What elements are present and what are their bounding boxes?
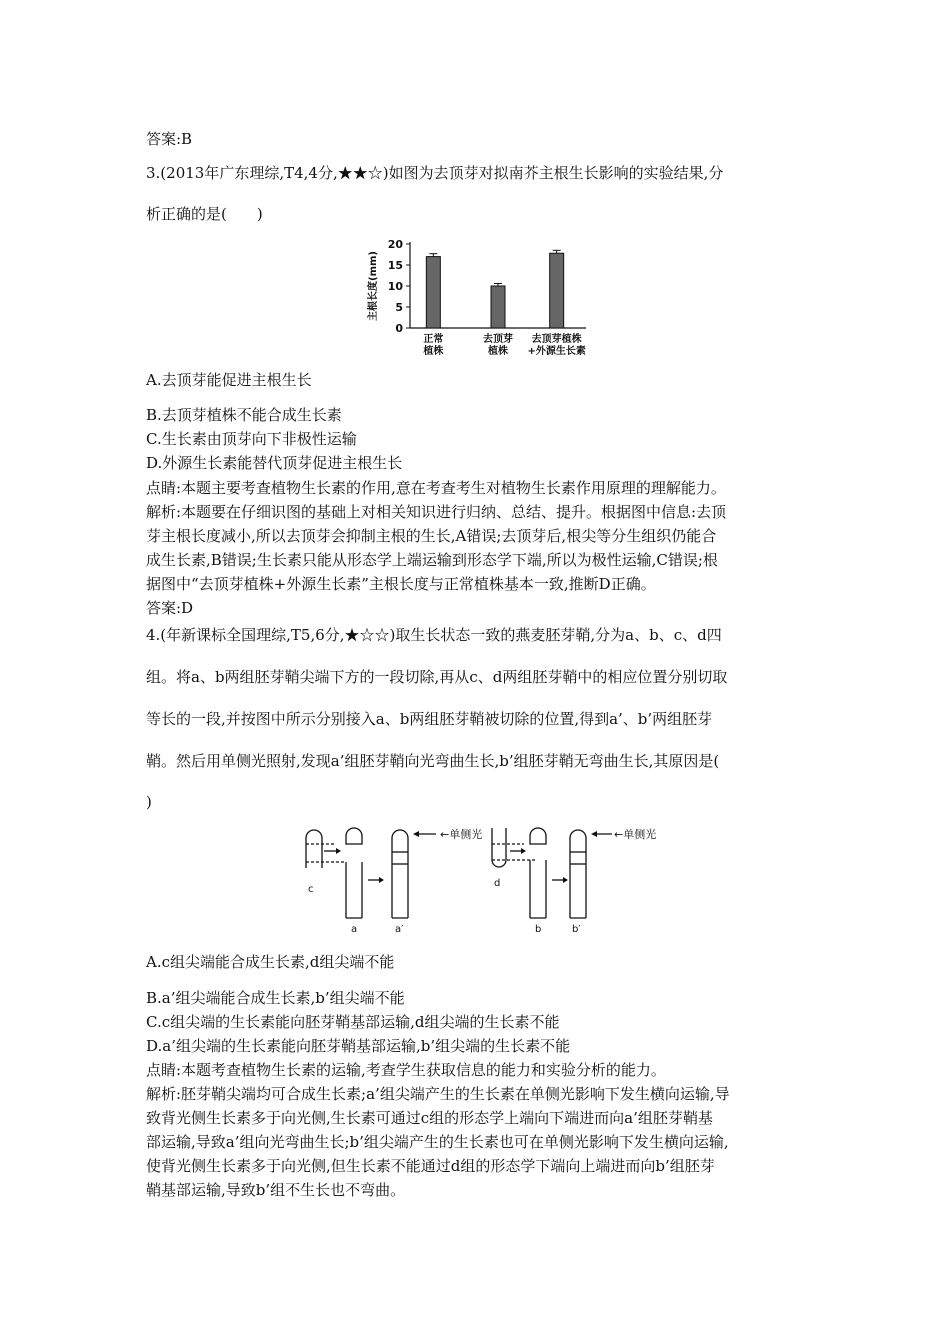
y-tick-label: 10	[387, 280, 403, 293]
q4-jiexi-line-4: 使背光侧生长素多于向光侧,但生长素不能通过d组的形态学下端向上端进而向b’组胚芽	[146, 1157, 715, 1175]
q3-answer: 答案:D	[146, 599, 194, 617]
label-d: d	[494, 878, 501, 889]
y-tick-label: 20	[387, 238, 403, 251]
b-removed-tip	[530, 828, 546, 844]
light-label-right: ←单侧光	[614, 828, 657, 841]
q4-jiexi-line-1: 解析:胚芽鞘尖端均可合成生长素;a’组尖端产生的生长素在单侧光影响下发生横向运输,导	[146, 1085, 730, 1103]
previous-answer: 答案:B	[146, 130, 193, 148]
category-label: 植株	[488, 346, 508, 357]
category-label: 正常	[423, 334, 444, 345]
q3-option-a: A.去顶芽能促进主根生长	[146, 371, 312, 389]
q4-jiexi-line-3: 部运输,导致a’组向光弯曲生长;b’组尖端产生的生长素也可在单侧光影响下发生横向运输,	[146, 1133, 729, 1151]
q4-stem-line-2: 组。将a、b两组胚芽鞘尖端下方的一段切除,再从c、d两组胚芽鞘中的相应位置分别切取	[146, 668, 728, 686]
q4-jiexi-line-2: 致背光侧生长素多于向光侧,生长素可通过c组的形态学上端向下端进而向a’组胚芽鞘基	[146, 1109, 713, 1127]
q3-jiexi-line-4: 据图中“去顶芽植株+外源生长素”主根长度与正常植株基本一致,推断D正确。	[146, 575, 656, 593]
category-label: 去顶芽	[483, 334, 513, 345]
a-prime-coleoptile	[392, 830, 408, 918]
label-c: c	[308, 884, 314, 895]
chart-bars	[426, 250, 563, 328]
q4-stem-line-4: 鞘。然后用单侧光照射,发现a’组胚芽鞘向光弯曲生长,b’组胚芽鞘无弯曲生长,其原因是(	[146, 752, 720, 770]
q4-jiexi-line-5: 鞘基部运输,导致b’组不生长也不弯曲。	[146, 1181, 406, 1199]
d-coleoptile-inverted	[492, 828, 506, 867]
bar	[550, 253, 564, 328]
b-prime-coleoptile	[570, 830, 586, 918]
label-a: a	[351, 924, 358, 935]
q3-option-c: C.生长素由顶芽向下非极性运输	[146, 430, 357, 448]
q3-stem-line-2: 析正确的是( )	[146, 205, 263, 223]
q3-stem-line-1: 3.(2013年广东理综,T4,4分,★★☆)如图为去顶芽对拟南芥主根生长影响的实验结果,分	[146, 164, 724, 182]
y-tick-label: 5	[395, 301, 403, 314]
label-a-prime: a′	[395, 924, 404, 935]
q3-dianjing: 点睛:本题主要考查植物生长素的作用,意在考查考生对植物生长素作用原理的理解能力。	[146, 479, 726, 497]
group-d-b-diagram	[492, 828, 612, 918]
b-coleoptile	[530, 860, 546, 918]
q4-stem-line-5: )	[146, 793, 152, 811]
light-label-left: ←单侧光	[440, 828, 483, 841]
group-c-a-diagram	[306, 828, 436, 918]
q4-option-d: D.a’组尖端的生长素能向胚芽鞘基部运输,b’组尖端的生长素不能	[146, 1037, 571, 1055]
label-b: b	[535, 924, 542, 935]
q3-option-b: B.去顶芽植株不能合成生长素	[146, 406, 342, 424]
q3-jiexi-line-2: 芽主根长度减小,所以去顶芽会抑制主根的生长,A错误;去顶芽后,根尖等分生组织仍能合	[146, 527, 717, 545]
q3-jiexi-line-1: 解析:本题要在仔细识图的基础上对相关知识进行归纳、总结、提升。根据图中信息:去顶	[146, 503, 727, 521]
bar	[491, 286, 505, 328]
q3-jiexi-line-3: 成生长素,B错误;生长素只能从形态学上端运输到形态学下端,所以为极性运输,C错误;根	[146, 551, 718, 569]
q4-stem-line-1: 4.(年新课标全国理综,T5,6分,★☆☆)取生长状态一致的燕麦胚芽鞘,分为a、b、c、d四	[146, 626, 722, 644]
coleoptile-experiment-figure	[296, 822, 666, 936]
q4-option-c: C.c组尖端的生长素能向胚芽鞘基部运输,d组尖端的生长素不能	[146, 1013, 560, 1031]
root-length-bar-chart	[362, 236, 590, 360]
q4-stem-line-3: 等长的一段,并按图中所示分别接入a、b两组胚芽鞘被切除的位置,得到a’、b’两组胚芽	[146, 710, 713, 728]
y-axis-label: 主根长度(mm)	[368, 251, 379, 321]
q3-option-d: D.外源生长素能替代顶芽促进主根生长	[146, 454, 403, 472]
q4-dianjing: 点睛:本题考查植物生长素的运输,考查学生获取信息的能力和实验分析的能力。	[146, 1061, 666, 1079]
label-b-prime: b′	[572, 924, 581, 935]
category-label: 植株	[423, 346, 444, 357]
a-coleoptile	[346, 862, 362, 918]
bar	[426, 257, 440, 328]
category-label: +外源生长素	[527, 346, 586, 357]
category-label: 去顶芽植株	[531, 334, 582, 345]
y-tick-label: 0	[395, 322, 403, 335]
y-tick-label: 15	[387, 259, 403, 272]
q4-option-b: B.a’组尖端能合成生长素,b’组尖端不能	[146, 989, 405, 1007]
a-removed-tip	[346, 828, 362, 844]
q4-option-a: A.c组尖端能合成生长素,d组尖端不能	[146, 953, 395, 971]
